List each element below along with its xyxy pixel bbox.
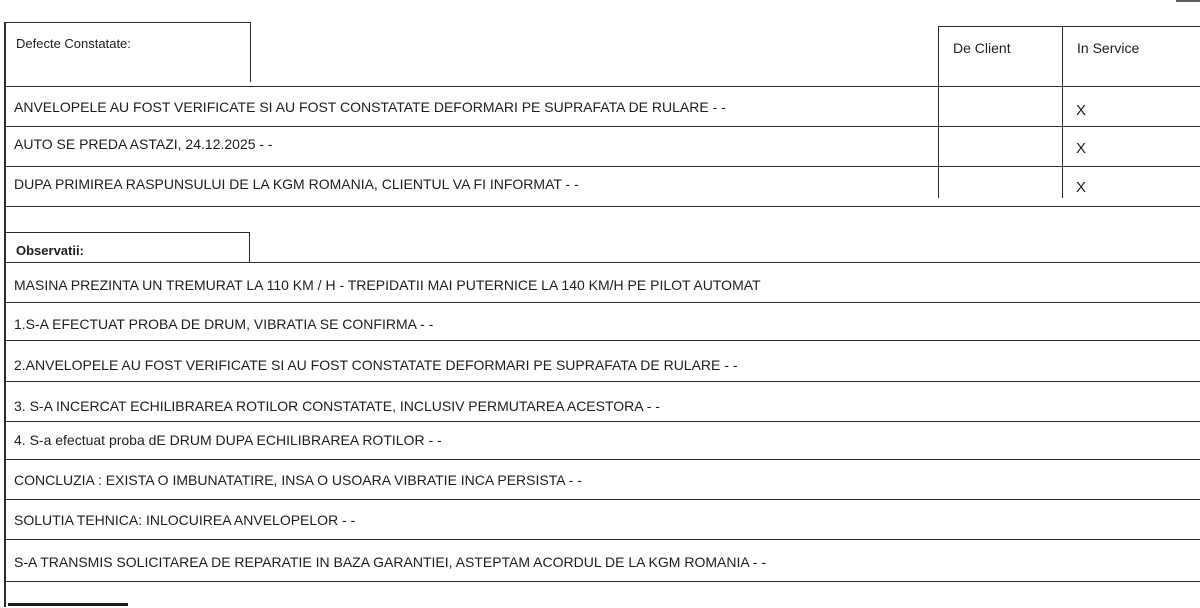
rule xyxy=(4,126,1200,127)
rule xyxy=(4,262,1200,263)
rule xyxy=(249,232,250,262)
rule xyxy=(250,22,251,82)
rule xyxy=(938,26,1200,27)
left-border xyxy=(4,22,6,607)
column-header-in-service: In Service xyxy=(1077,40,1140,56)
rule xyxy=(4,340,1200,341)
rule xyxy=(4,421,1200,422)
in-service-mark: X xyxy=(1076,179,1087,196)
observation-row: S-A TRANSMIS SOLICITAREA DE REPARATIE IN BAZA GARANTIEI, ASTEPTAM ACORDUL DE LA KGM ROMANIA - - xyxy=(14,554,767,570)
column-header-de-client: De Client xyxy=(953,40,1011,56)
observation-row: SOLUTIA TEHNICA: INLOCUIREA ANVELOPELOR - - xyxy=(14,512,356,528)
rule xyxy=(4,581,1200,582)
rule xyxy=(4,22,251,23)
observation-row: CONCLUZIA : EXISTA O IMBUNATATIRE, INSA O USOARA VIBRATIE INCA PERSISTA - - xyxy=(14,472,582,488)
defect-row-text: DUPA PRIMIREA RASPUNSULUI DE LA KGM ROMANIA, CLIENTUL VA FI INFORMAT - - xyxy=(14,176,579,192)
rule xyxy=(4,499,1200,500)
observation-row: 4. S-a efectuat proba dE DRUM DUPA ECHILIBRAREA ROTILOR - - xyxy=(14,432,442,448)
observation-row: 1.S-A EFECTUAT PROBA DE DRUM, VIBRATIA SE CONFIRMA - - xyxy=(14,316,434,332)
rule xyxy=(938,26,939,198)
scan-artifact xyxy=(8,603,128,606)
rule xyxy=(4,459,1200,460)
rule xyxy=(1062,26,1063,198)
observation-row: 2.ANVELOPELE AU FOST VERIFICATE SI AU FOST CONSTATATE DEFORMARI PE SUPRAFATA DE RULARE - - xyxy=(14,357,738,373)
defect-row-text: ANVELOPELE AU FOST VERIFICATE SI AU FOST CONSTATATE DEFORMARI PE SUPRAFATA DE RULARE - - xyxy=(14,99,726,115)
defect-row-text: AUTO SE PREDA ASTAZI, 24.12.2025 - - xyxy=(14,136,273,152)
rule xyxy=(4,166,1200,167)
rule xyxy=(4,86,1200,87)
observations-title: Observatii: xyxy=(16,243,84,258)
rule xyxy=(4,539,1200,540)
in-service-mark: X xyxy=(1076,140,1087,157)
rule xyxy=(4,206,1200,207)
rule xyxy=(4,381,1200,382)
rule xyxy=(4,302,1200,303)
in-service-mark: X xyxy=(1076,102,1087,119)
rule xyxy=(4,232,250,233)
defects-title: Defecte Constatate: xyxy=(16,36,131,51)
scan-artifact xyxy=(1176,0,1200,2)
observation-row: 3. S-A INCERCAT ECHILIBRAREA ROTILOR CONSTATATE, INCLUSIV PERMUTAREA ACESTORA - - xyxy=(14,398,660,414)
observation-row: MASINA PREZINTA UN TREMURAT LA 110 KM / H - TREPIDATII MAI PUTERNICE LA 140 KM/H PE PILOT AUTOMAT xyxy=(14,277,761,293)
